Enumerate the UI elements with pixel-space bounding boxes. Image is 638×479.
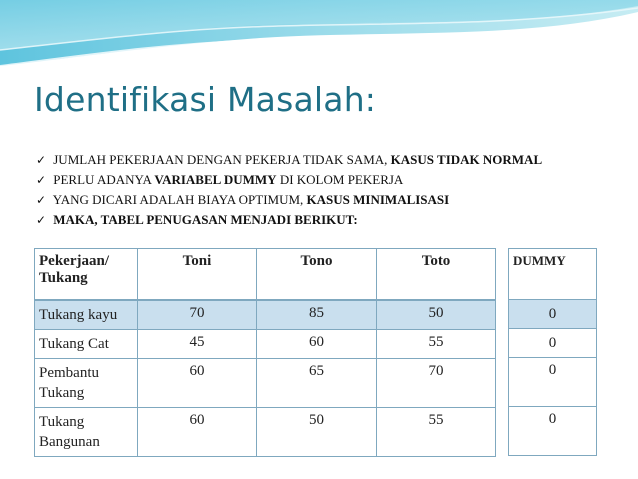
row-label: Tukang Bangunan	[35, 408, 138, 457]
checkmark-icon: ✓	[36, 193, 47, 207]
column-header-tono: Tono	[257, 249, 377, 301]
checkmark-icon: ✓	[36, 153, 47, 167]
column-header-toni: Toni	[138, 249, 257, 301]
cell-value: 60	[138, 359, 257, 408]
table-row	[35, 300, 496, 330]
dummy-row	[509, 358, 597, 407]
table-row	[35, 330, 496, 359]
bullet-list	[36, 150, 638, 230]
dummy-row	[509, 407, 597, 456]
bullet-text: JUMLAH PEKERJAAN DENGAN PEKERJA TIDAK SAMA,	[53, 152, 391, 167]
page-title: Identifikasi Masalah:	[34, 80, 377, 119]
dummy-value: 0	[509, 329, 597, 358]
checkmark-icon: ✓	[36, 213, 47, 227]
cell-value: 55	[377, 408, 496, 457]
table-row	[35, 408, 496, 457]
cell-value: 50	[377, 300, 496, 330]
dummy-value: 0	[509, 300, 597, 329]
bullet-text: YANG DICARI ADALAH BIAYA OPTIMUM,	[52, 192, 307, 207]
row-label: Pembantu Tukang	[35, 359, 138, 408]
cell-value: 55	[377, 330, 496, 359]
cell-value: 70	[138, 300, 257, 330]
column-header-job: Pekerjaan/ Tukang	[35, 249, 138, 301]
checkmark-icon: ✓	[36, 173, 47, 187]
row-label: Tukang Cat	[35, 330, 138, 359]
cell-value: 50	[257, 408, 377, 457]
column-header-toto: Toto	[377, 249, 496, 301]
assignment-table	[34, 248, 496, 457]
table-header-row	[35, 249, 496, 301]
bullet-item	[36, 170, 638, 190]
column-header-dummy: DUMMY	[509, 249, 597, 300]
dummy-value: 0	[509, 358, 597, 407]
table-row	[35, 359, 496, 408]
cell-value: 45	[138, 330, 257, 359]
cell-value: 60	[138, 408, 257, 457]
cell-value: 70	[377, 359, 496, 408]
cell-value: 85	[257, 300, 377, 330]
bullet-item	[36, 150, 638, 170]
header-wave-decoration	[0, 0, 638, 72]
dummy-value: 0	[509, 407, 597, 456]
dummy-header-row	[509, 249, 597, 300]
row-label: Tukang kayu	[35, 300, 138, 330]
bullet-bold-text: KASUS MINIMALISASI	[306, 192, 450, 207]
bullet-text: PERLU ADANYA	[53, 172, 155, 187]
cell-value: 60	[257, 330, 377, 359]
cell-value: 65	[257, 359, 377, 408]
dummy-row	[509, 329, 597, 358]
bullet-bold-text: KASUS TIDAK NORMAL	[390, 152, 543, 167]
bullet-item	[36, 210, 638, 230]
bullet-item	[36, 190, 638, 210]
dummy-row	[509, 300, 597, 329]
dummy-table	[508, 248, 597, 456]
bullet-text-after: DI KOLOM PEKERJA	[276, 172, 404, 187]
bullet-bold-text: MAKA, TABEL PENUGASAN MENJADI BERIKUT:	[53, 212, 358, 227]
bullet-bold-text: VARIABEL DUMMY	[154, 172, 277, 187]
